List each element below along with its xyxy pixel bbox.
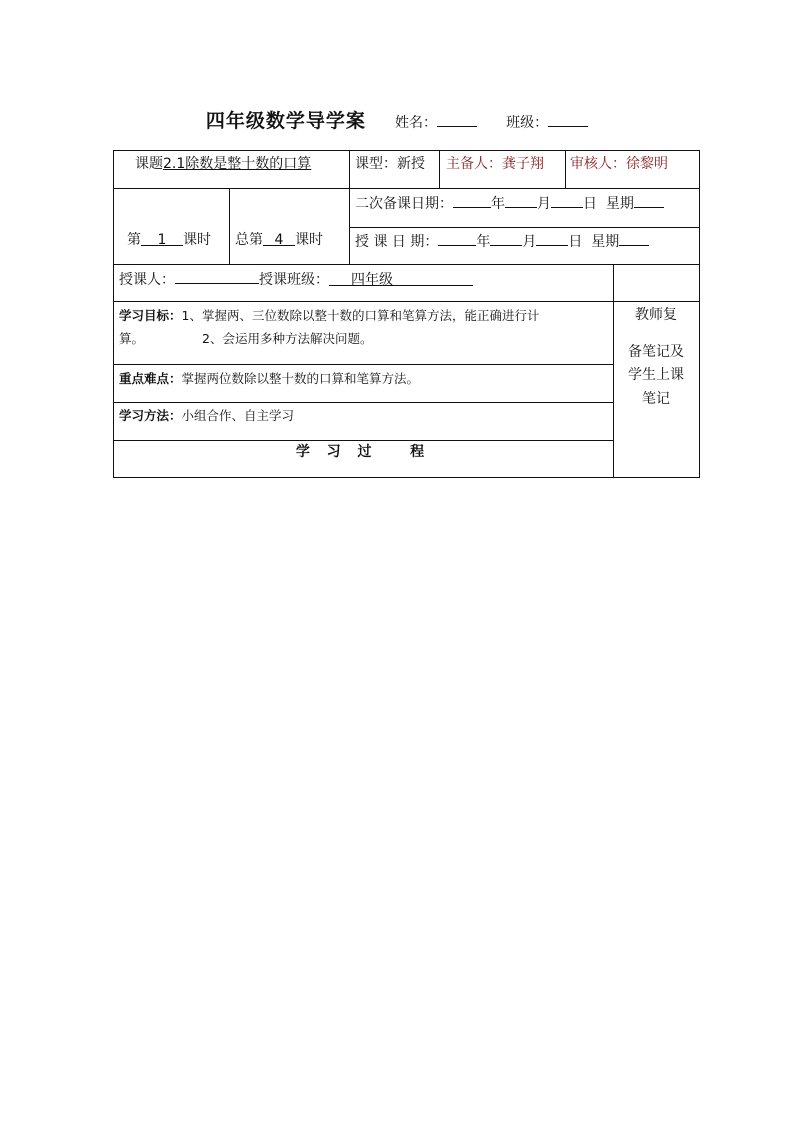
weekday-label: 星期 xyxy=(605,196,634,212)
teacher-label: 授课人： xyxy=(119,272,175,288)
col-divider xyxy=(565,150,566,188)
table-border-left xyxy=(113,150,114,478)
goal-1: 1、掌握两、三位数除以整十数的口算和笔算方法，能正确进行计 xyxy=(181,308,540,323)
teach-date-label: 授 课 日 期： xyxy=(355,234,439,250)
teacher-row xyxy=(119,269,473,289)
total-suffix: 课时 xyxy=(295,232,323,248)
goal-line-1 xyxy=(119,307,539,325)
year-blank[interactable] xyxy=(438,231,476,246)
side-note-line-2: 备笔记及 xyxy=(628,344,684,360)
process-title: 学 习 过 程 xyxy=(295,444,431,460)
day-label: 日 xyxy=(568,234,583,250)
col-divider xyxy=(439,150,440,188)
class-blank[interactable] xyxy=(548,112,588,127)
teach-class-value-wrap xyxy=(329,271,473,286)
lesson-type: 课型：新授 xyxy=(355,156,425,172)
topic-value: 2.1除数是整十数的口算 xyxy=(163,156,312,172)
row-divider xyxy=(113,440,613,441)
goal-2: 2、会运用多种方法解决问题。 xyxy=(202,331,373,346)
year-label: 年 xyxy=(476,234,491,250)
weekday-blank[interactable] xyxy=(619,231,649,246)
side-note-line-1: 教师复 xyxy=(635,307,677,323)
col-divider xyxy=(349,150,350,264)
row-divider xyxy=(113,188,700,189)
period-number: 1 xyxy=(141,231,183,246)
day-blank[interactable] xyxy=(551,193,583,208)
learning-method xyxy=(119,407,294,425)
side-note-line-3: 学生上课 xyxy=(628,367,684,383)
day-label: 日 xyxy=(583,196,597,212)
period-prefix: 第 xyxy=(127,232,141,248)
key-value: 掌握两位数除以整十数的口算和笔算方法。 xyxy=(181,371,420,386)
weekday-label: 星期 xyxy=(591,234,620,250)
table-border-bottom xyxy=(113,477,700,478)
name-blank[interactable] xyxy=(437,112,477,127)
second-prep-date xyxy=(355,193,664,213)
period-cell xyxy=(127,231,211,249)
class-label: 班级： xyxy=(506,115,549,131)
teach-class-label: 授课班级： xyxy=(259,272,329,288)
table-border-right xyxy=(699,150,700,478)
month-blank[interactable] xyxy=(505,193,537,208)
weekday-blank[interactable] xyxy=(634,193,664,208)
month-label: 月 xyxy=(522,234,537,250)
lesson-plan-table xyxy=(113,150,700,478)
topic-label: 课题 xyxy=(135,156,163,172)
goal-line-2 xyxy=(119,330,372,348)
document-header xyxy=(0,106,794,133)
table-border-top xyxy=(113,150,700,151)
teacher-blank[interactable] xyxy=(175,269,259,284)
method-label: 学习方法： xyxy=(119,408,182,423)
second-prep-label: 二次备课日期： xyxy=(355,196,453,212)
side-note-line-4: 笔记 xyxy=(642,391,670,407)
row-divider xyxy=(113,264,700,265)
row-divider xyxy=(349,227,700,228)
total-period-cell xyxy=(235,231,323,249)
goal-1-continued: 算。 xyxy=(119,331,145,346)
total-prefix: 总第 xyxy=(235,232,263,248)
row-divider xyxy=(113,402,613,403)
student-class-field[interactable] xyxy=(506,115,588,131)
teach-date xyxy=(355,231,649,251)
month-label: 月 xyxy=(537,196,551,212)
student-name-field[interactable] xyxy=(395,115,477,131)
goal-label: 学习目标： xyxy=(119,308,182,323)
key-label: 重点难点： xyxy=(119,371,182,386)
month-blank[interactable] xyxy=(490,231,522,246)
document-title: 四年级数学导学案 xyxy=(205,110,366,132)
total-number: 4 xyxy=(263,231,295,246)
row-divider xyxy=(113,301,700,302)
preparer: 主备人：龚子翔 xyxy=(446,156,544,172)
year-label: 年 xyxy=(491,196,505,212)
day-blank[interactable] xyxy=(536,231,568,246)
name-label: 姓名： xyxy=(395,115,437,131)
col-divider xyxy=(229,188,230,264)
method-value: 小组合作、自主学习 xyxy=(181,408,295,423)
year-blank[interactable] xyxy=(453,193,491,208)
key-points xyxy=(119,370,419,388)
period-suffix: 课时 xyxy=(183,232,211,248)
row-divider xyxy=(113,364,613,365)
topic-cell xyxy=(135,155,311,173)
teach-class-value: 四年级 xyxy=(351,272,393,288)
reviewer: 审核人：徐黎明 xyxy=(570,156,668,172)
